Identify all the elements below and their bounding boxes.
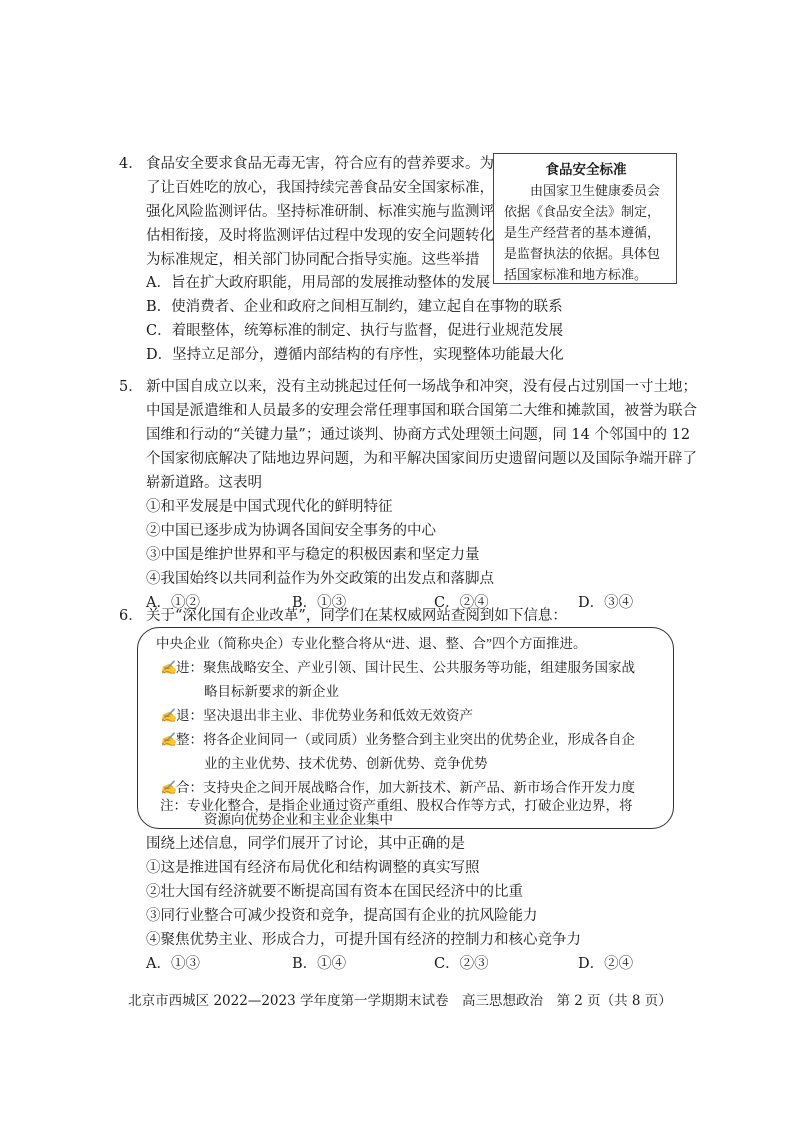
- q4-stem-line-1: 食品安全要求食品无毒无害，符合应有的营养要求。为: [146, 156, 494, 172]
- soe-reform-info-box: [137, 627, 674, 829]
- food-safety-standard-box: [493, 153, 677, 284]
- info-jin-line-1: 进：聚焦战略安全、产业引领、国计民生、公共服务等功能，组建服务国家战: [176, 660, 635, 675]
- q6-statement-1: ①这是推进国有经济布局优化和结构调整的真实写照: [146, 860, 480, 876]
- sidebox-body: 由国家卫生健康委员会依据《食品安全法》制定，是生产经营者的基本遵循，是监督执法的依据。具体包括国家标准和地方标准。: [504, 183, 661, 282]
- q5-statement-3: ③中国是维护世界和平与稳定的积极因素和坚定力量: [146, 547, 480, 563]
- q6-option-a: A．①③: [146, 956, 200, 972]
- q5-option-c: C．②④: [434, 595, 489, 611]
- q5-statement-4: ④我国始终以共同利益作为外交政策的出发点和落脚点: [146, 571, 494, 587]
- q6-intro: 关于“深化国有企业改革”，同学们在某权威网站查阅到如下信息：: [146, 608, 567, 624]
- q4-option-b: B．使消费者、企业和政府之间相互制约，建立起自在事物的联系: [146, 299, 563, 315]
- q5-number: 5．: [119, 379, 143, 395]
- q6-statement-3: ③同行业整合可减少投资和竞争，提高国有企业的抗风险能力: [146, 908, 538, 924]
- info-tui: 退：坚决退出非主业、非优势业务和低效无效资产: [176, 708, 473, 723]
- q6-option-c: C．②③: [434, 956, 489, 972]
- q5-stem-line-3: 国维和行动的“关键力量”；通过谈判、协商方式处理领土问题，同 14 个邻国中的 12: [146, 427, 691, 443]
- pen-icon: ✍: [160, 708, 177, 723]
- q6-lead: 围绕上述信息，同学们展开了讨论，其中正确的是: [146, 836, 465, 852]
- info-zheng-line-2: 业的主业优势、技术优势、创新优势、竞争优势: [204, 756, 488, 771]
- q5-stem-line-1: 新中国自成立以来，没有主动挑起过任何一场战争和冲突，没有侵占过别国一寸土地；: [146, 379, 697, 395]
- q4-stem-line-2: 了让百姓吃的放心，我国持续完善食品安全国家标准，: [146, 180, 494, 196]
- q5-stem-line-2: 中国是派遣维和人员最多的安理会常任理事国和联合国第二大维和摊款国，被誉为联合: [146, 403, 697, 419]
- q6-statement-2: ②壮大国有经济就要不断提高国有资本在国民经济中的比重: [146, 884, 523, 900]
- info-header: 中央企业（简称央企）专业化整合将从“进、退、整、合”四个方面推进。: [156, 636, 587, 651]
- info-zheng-line-1: 整：将各企业间同一（或同质）业务整合到主业突出的优势企业，形成各自企: [176, 732, 635, 747]
- info-jin-line-2: 略目标新要求的新企业: [204, 684, 339, 699]
- q6-option-d: D．②④: [578, 956, 634, 972]
- pen-icon: ✍: [160, 780, 177, 795]
- q4-stem-line-3: 强化风险监测评估。坚持标准研制、标准实施与监测评: [146, 204, 494, 220]
- q4-option-a: A．旨在扩大政府职能，用局部的发展推动整体的发展: [146, 275, 490, 291]
- q6-statement-4: ④聚焦优势主业、形成合力，可提升国有经济的控制力和核心竞争力: [146, 932, 581, 948]
- q5-option-a: A．①②: [146, 595, 200, 611]
- q5-stem-line-4: 个国家彻底解决了陆地边界问题，为和平解决国家间历史遗留问题以及国际争端开辟了: [146, 451, 697, 467]
- q6-option-b: B．①④: [292, 956, 347, 972]
- q5-stem-line-5: 崭新道路。这表明: [146, 475, 262, 491]
- info-note-line-2: 资源向优势企业和主业企业集中: [204, 812, 393, 827]
- q5-option-d: D．③④: [578, 595, 634, 611]
- q5-statement-1: ①和平发展是中国式现代化的鲜明特征: [146, 499, 393, 515]
- info-he: 合：支持央企之间开展战略合作，加大新技术、新产品、新市场合作开发力度: [176, 780, 635, 795]
- q5-statement-2: ②中国已逐步成为协调各国间安全事务的中心: [146, 523, 436, 539]
- page-footer: 北京市西城区 2022—2023 学年度第一学期期末试卷 高三思想政治 第 2 页（共 8 页）: [128, 993, 672, 1009]
- q5-option-b: B．①③: [292, 595, 347, 611]
- pen-icon: ✍: [160, 660, 177, 675]
- pen-icon: ✍: [160, 732, 177, 747]
- q4-stem-line-5: 为标准规定，相关部门协同配合指导实施。这些举措: [146, 252, 480, 268]
- info-note-line-1: 注：专业化整合，是指企业通过资产重组、股权合作等方式，打破企业边界，将: [160, 798, 633, 813]
- q4-number: 4．: [119, 156, 143, 172]
- sidebox-title: 食品安全标准: [545, 162, 627, 178]
- q6-number: 6．: [119, 608, 143, 624]
- q4-stem-line-4: 估相衔接，及时将监测评估过程中发现的安全问题转化: [146, 228, 494, 244]
- q4-option-c: C．着眼整体，统筹标准的制定、执行与监督，促进行业规范发展: [146, 323, 564, 339]
- q4-option-d: D．坚持立足部分，遵循内部结构的有序性，实现整体功能最大化: [146, 347, 564, 363]
